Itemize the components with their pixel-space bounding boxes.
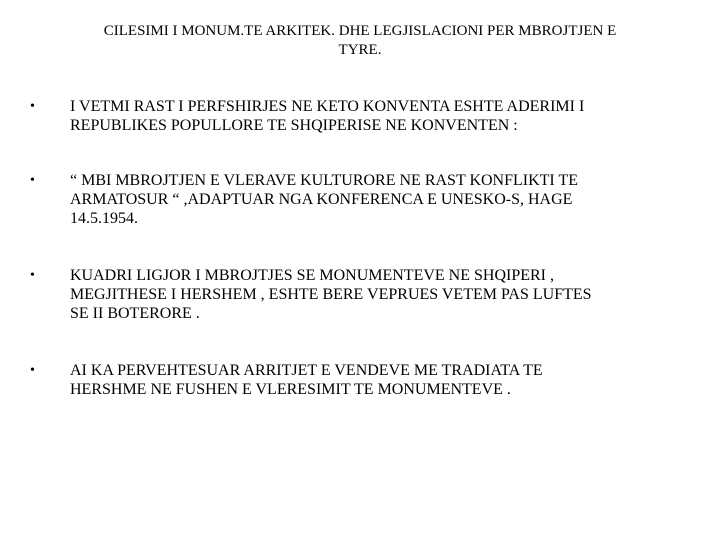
bullet-icon: • xyxy=(30,99,35,114)
bullet-icon: • xyxy=(30,173,35,188)
bullet-icon: • xyxy=(30,363,35,378)
bullet-text: “ MBI MBROJTJEN E VLERAVE KULTURORE NE RAST KONFLIKTI TE ARMATOSUR “ ,ADAPTUAR NGA KONFERENCA E UNESKO-S, HAGE 14.5.1954. xyxy=(70,172,579,227)
bullet-icon: • xyxy=(30,268,35,283)
bullet-text: I VETMI RAST I PERFSHIRJES NE KETO KONVENTA ESHTE ADERIMI I REPUBLIKES POPULLORE TE SHQIPERISE NE KONVENTEN : xyxy=(70,98,585,134)
bullet-text: KUADRI LIGJOR I MBROJTJES SE MONUMENTEVE NE SHQIPERI , MEGJITHESE I HERSHEM , ESHTE BERE VEPRUES VETEM PAS LUFTES SE II BOTERORE . xyxy=(70,267,592,322)
bullet-text: AI KA PERVEHTESUAR ARRITJET E VENDEVE ME TRADIATA TE HERSHME NE FUSHEN E VLERESIMIT TE MONUMENTEVE . xyxy=(70,362,543,398)
slide-title: CILESIMI I MONUM.TE ARKITEK. DHE LEGJISLACIONI PER MBROJTJEN E TYRE. xyxy=(103,23,617,58)
